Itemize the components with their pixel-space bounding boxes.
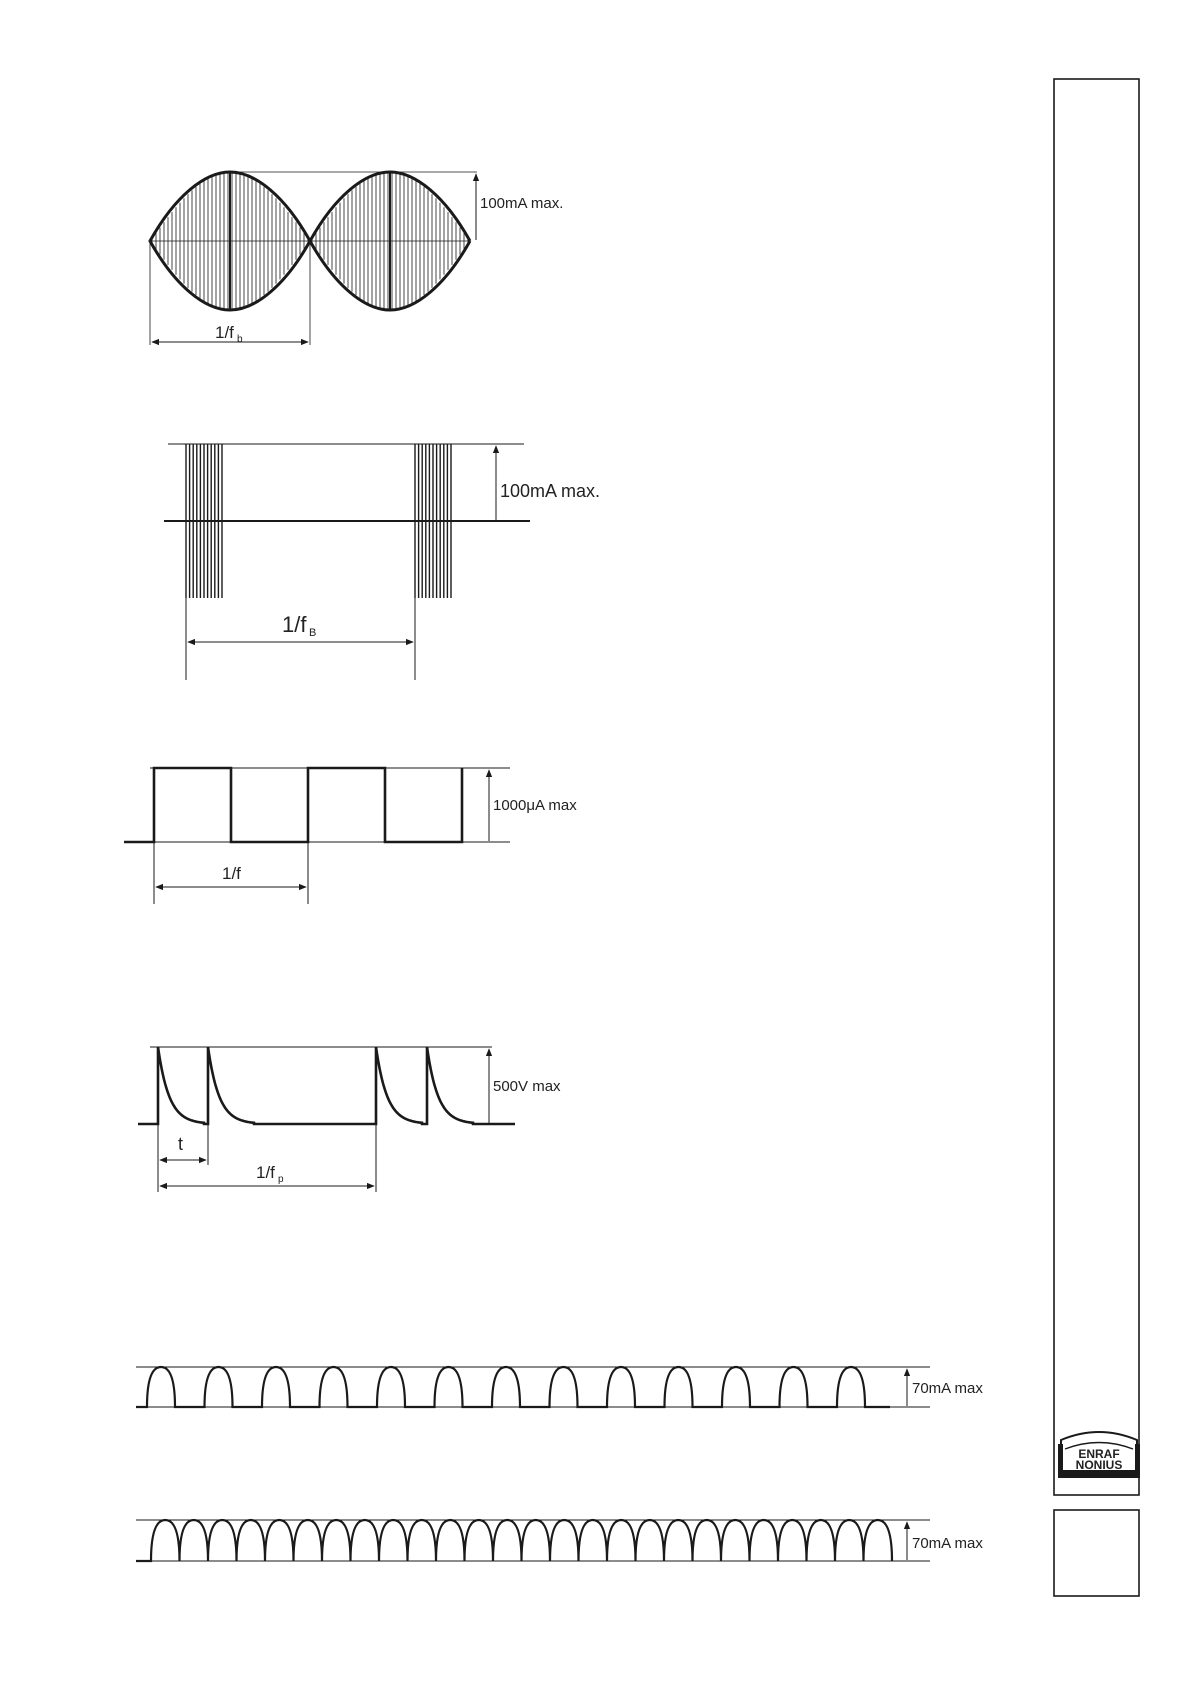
waveform-2-period-subscript: B xyxy=(309,627,317,639)
waveform-3-square xyxy=(124,768,577,904)
waveform-2-burst xyxy=(164,444,600,680)
waveform-5-half-wave xyxy=(136,1367,983,1407)
waveform-5-signal xyxy=(136,1367,890,1407)
enraf-nonius-logo xyxy=(1058,1432,1140,1478)
waveform-3-signal xyxy=(124,768,462,842)
logo-right-post xyxy=(1135,1444,1140,1478)
waveform-2-amplitude-label: 100mA max. xyxy=(500,481,601,501)
sidebar-panel xyxy=(1054,79,1139,1495)
logo-roof xyxy=(1061,1432,1137,1447)
waveform-4-exponential-pulses xyxy=(138,1047,561,1192)
waveform-6-full-wave xyxy=(136,1520,983,1561)
logo-line-2: NONIUS xyxy=(1075,1458,1123,1472)
waveform-3-period-label: 1/f xyxy=(222,864,241,883)
waveform-4-signal xyxy=(138,1047,515,1124)
logo-line-1: ENRAF xyxy=(1078,1447,1120,1461)
page-number-box xyxy=(1054,1510,1139,1596)
waveform-2-period-label: 1/f xyxy=(282,612,307,637)
waveform-1-period-subscript: b xyxy=(237,334,243,345)
waveform-3-amplitude-label: 1000μA max xyxy=(493,797,577,814)
waveform-1-amplitude-label: 100mA max. xyxy=(480,195,564,212)
waveform-4-period-subscript: p xyxy=(278,1174,284,1185)
logo-left-post xyxy=(1058,1444,1063,1478)
waveform-1-upper-envelope xyxy=(150,172,470,241)
waveform-5-amplitude-label: 70mA max xyxy=(912,1380,983,1397)
waveform-1-amplitude-modulated xyxy=(148,172,563,345)
waveform-6-signal xyxy=(136,1520,892,1561)
waveform-4-amplitude-label: 500V max xyxy=(493,1078,561,1095)
waveform-1-period-label: 1/f xyxy=(215,323,234,342)
waveform-4-period-label: 1/f xyxy=(256,1163,275,1182)
waveform-4-pulse-width-label: t xyxy=(178,1134,184,1154)
waveform-6-amplitude-label: 70mA max xyxy=(912,1535,983,1552)
